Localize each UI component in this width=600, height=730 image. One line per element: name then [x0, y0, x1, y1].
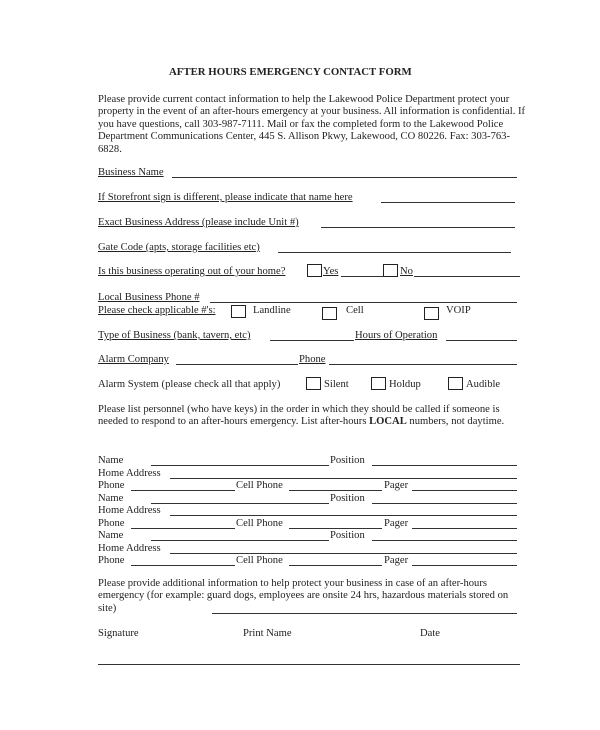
contact-1-name-label: Name [98, 455, 124, 466]
contact-2-cell-phone-label: Cell Phone [236, 517, 283, 529]
contact-2-field[interactable] [372, 493, 517, 504]
type-business-label: Type of Business (bank, tavern, etc) [98, 330, 251, 341]
landline-label: Landline [253, 305, 291, 316]
alarm-phone-field[interactable] [329, 354, 517, 365]
storefront-field[interactable] [381, 192, 515, 203]
contact-2-field[interactable] [151, 493, 329, 504]
contact-1-field[interactable] [170, 468, 517, 479]
form-title: AFTER HOURS EMERGENCY CONTACT FORM [169, 66, 412, 78]
yes-label: Yes [323, 266, 339, 277]
hours-field[interactable] [446, 330, 517, 341]
holdup-label: Holdup [389, 379, 421, 390]
contact-1-position-label: Position [330, 455, 365, 466]
contact-3-phone-label: Phone [98, 555, 125, 566]
hours-label: Hours of Operation [355, 330, 438, 341]
contact-1-home-address-label: Home Address [98, 467, 161, 479]
cell-label: Cell [346, 305, 364, 316]
contact-3-pager-label: Pager [384, 555, 409, 566]
holdup-checkbox[interactable] [371, 377, 386, 390]
contact-3-field[interactable] [412, 555, 517, 566]
contact-1-field[interactable] [412, 480, 517, 491]
home-question-label: Is this business operating out of your home? [98, 266, 286, 277]
date-label: Date [420, 628, 440, 639]
local-phone-field[interactable] [210, 292, 517, 303]
audible-label: Audible [466, 379, 501, 390]
silent-label: Silent [324, 379, 349, 390]
personnel-instructions: Please list personnel (who have keys) in the order in which they should be called if someone is needed to respond to an after-hours emergency. List after-hours LOCAL numbers, not daytime. [98, 404, 505, 428]
business-name-field[interactable] [172, 167, 517, 178]
contact-1-phone-label: Phone [98, 480, 125, 491]
contact-3-home-address-label: Home Address [98, 542, 161, 554]
type-business-field[interactable] [270, 330, 354, 341]
alarm-system-label: Alarm System (please check all that apply) [98, 379, 281, 390]
gate-code-label: Gate Code (apts, storage facilities etc) [98, 242, 260, 253]
contact-2-field[interactable] [170, 505, 517, 516]
voip-checkbox[interactable] [424, 307, 439, 320]
contact-1-field[interactable] [131, 480, 235, 491]
signature-label: Signature [98, 628, 139, 639]
alarm-company-label: Alarm Company [98, 354, 169, 365]
no-underline [414, 266, 520, 277]
local-phone-label: Local Business Phone # [98, 292, 200, 303]
contact-3-name-label: Name [98, 530, 124, 541]
contact-2-phone-label: Phone [98, 517, 125, 529]
yes-underline [341, 266, 383, 277]
alarm-company-field[interactable] [176, 354, 298, 365]
contact-2-field[interactable] [412, 518, 517, 529]
business-name-label: Business Name [98, 167, 164, 178]
contact-3-field[interactable] [151, 530, 329, 541]
contact-3-position-label: Position [330, 530, 365, 541]
contact-2-name-label: Name [98, 492, 124, 504]
contact-2-field[interactable] [289, 518, 382, 529]
cell-checkbox[interactable] [322, 307, 337, 320]
address-label: Exact Business Address (please include Unit #) [98, 217, 299, 228]
silent-checkbox[interactable] [306, 377, 321, 390]
additional-info-paragraph: Please provide additional information to help protect your business in case of an after-hours emergency (for example: guard dogs, employees are onsite 24 hrs, hazardous materials stored on site) [98, 578, 509, 614]
storefront-label: If Storefront sign is different, please indicate that name here [98, 192, 353, 203]
landline-checkbox[interactable] [231, 305, 246, 318]
intro-paragraph: Please provide current contact information to help the Lakewood Police Department protect your property in the event of an after-hours emergency at your business. All information is confidential. If you have questions, call 303-987-7111. Mail or fax the completed form to the Lakewood Police Department Communications Center, 445 S. Allison Pkwy, Lakewood, CO 80226. Fax: 303-763-6828. [98, 94, 526, 155]
voip-label: VOIP [446, 305, 471, 316]
alarm-phone-label: Phone [299, 354, 326, 365]
gate-code-field[interactable] [278, 242, 511, 253]
no-checkbox[interactable] [383, 264, 398, 277]
contact-2-position-label: Position [330, 492, 365, 504]
additional-info-field[interactable] [212, 603, 517, 614]
yes-checkbox[interactable] [307, 264, 322, 277]
contact-2-pager-label: Pager [384, 517, 409, 529]
contact-3-cell-phone-label: Cell Phone [236, 555, 283, 566]
contact-3-field[interactable] [170, 543, 517, 554]
print-name-label: Print Name [243, 628, 292, 639]
audible-checkbox[interactable] [448, 377, 463, 390]
contact-3-field[interactable] [289, 555, 382, 566]
address-field[interactable] [321, 217, 515, 228]
contact-1-field[interactable] [151, 455, 329, 466]
check-numbers-label: Please check applicable #'s: [98, 305, 216, 316]
contact-1-field[interactable] [372, 455, 517, 466]
contact-2-home-address-label: Home Address [98, 505, 161, 516]
contact-3-field[interactable] [131, 555, 235, 566]
contact-1-field[interactable] [289, 480, 382, 491]
contact-1-cell-phone-label: Cell Phone [236, 480, 283, 491]
contact-1-pager-label: Pager [384, 480, 409, 491]
signature-line[interactable] [98, 654, 520, 665]
contact-3-field[interactable] [372, 530, 517, 541]
contact-2-field[interactable] [131, 518, 235, 529]
no-label: No [400, 266, 413, 277]
